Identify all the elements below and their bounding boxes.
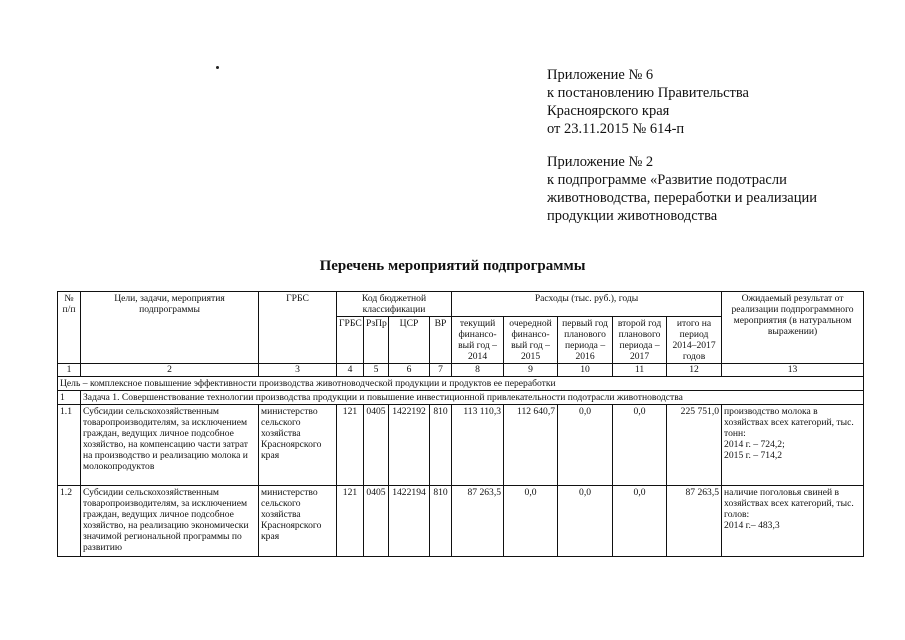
- column-number-row: [58, 364, 864, 377]
- column-number: 4: [337, 364, 364, 377]
- measure-name: Субсидии сельскохозяйственным товаропроизводителям, за исключением граждан, ведущих личное подсобное хозяйство, на компенсацию части затрат на производство и реализацию молока и молокопродуктов: [81, 405, 259, 486]
- column-number: 10: [558, 364, 613, 377]
- header-code-vr: ВР: [430, 317, 452, 364]
- appendix-6-line-3: Красноярского края: [547, 103, 670, 119]
- result-line: 2014 г.– 483,3: [724, 520, 780, 531]
- amount-2017: 0,0: [613, 486, 667, 557]
- header-expected-result: Ожидаемый результат от реализации подпрограммного мероприятия (в натуральном выражении): [722, 292, 864, 364]
- header-year-2016: первый год планового периода – 2016: [558, 317, 613, 364]
- header-year-2015: очередной финансо-вый год – 2015: [504, 317, 558, 364]
- column-number: 1: [58, 364, 81, 377]
- code-grbs: 121: [337, 405, 364, 486]
- row-number: 1.1: [58, 405, 81, 486]
- grbs-name: министерство сельского хозяйства Красноярского края: [259, 405, 337, 486]
- result-line: производство молока в хозяйствах всех категорий, тыс. тонн:: [724, 406, 854, 439]
- appendix-2-line-4: продукции животноводства: [547, 208, 718, 224]
- expected-result: [722, 405, 864, 486]
- grbs-name: министерство сельского хозяйства Красноярского края: [259, 486, 337, 557]
- scan-speck: [216, 66, 219, 69]
- goal-text: Цель – комплексное повышение эффективности производства животноводческой продукции и продуктов ее переработки: [58, 377, 864, 391]
- code-rzpr: 0405: [364, 405, 389, 486]
- header-row-1: [58, 292, 864, 317]
- appendix-2-header: [547, 153, 817, 225]
- amount-2015: 112 640,7: [504, 405, 558, 486]
- amount-total: 225 751,0: [667, 405, 722, 486]
- header-code-rzpr: РзПр: [364, 317, 389, 364]
- measures-table: [57, 291, 864, 557]
- table-row: [58, 405, 864, 486]
- appendix-6-header: [547, 66, 749, 138]
- amount-total: 87 263,5: [667, 486, 722, 557]
- header-expenses: Расходы (тыс. руб.), годы: [452, 292, 722, 317]
- header-goals: Цели, задачи, мероприятия подпрограммы: [81, 292, 259, 364]
- amount-2017: 0,0: [613, 405, 667, 486]
- code-vr: 810: [430, 486, 452, 557]
- code-rzpr: 0405: [364, 486, 389, 557]
- header-total: итого на период 2014–2017 годов: [667, 317, 722, 364]
- amount-2016: 0,0: [558, 405, 613, 486]
- amount-2014: 87 263,5: [452, 486, 504, 557]
- header-code-csr: ЦСР: [389, 317, 430, 364]
- code-grbs: 121: [337, 486, 364, 557]
- result-line: 2015 г. – 714,2: [724, 450, 783, 461]
- amount-2014: 113 110,3: [452, 405, 504, 486]
- header-year-2017: второй год планового периода – 2017: [613, 317, 667, 364]
- column-number: 8: [452, 364, 504, 377]
- header-code-grbs: ГРБС: [337, 317, 364, 364]
- column-number: 7: [430, 364, 452, 377]
- result-line: 2014 г. – 724,2;: [724, 439, 785, 450]
- column-number: 12: [667, 364, 722, 377]
- amount-2016: 0,0: [558, 486, 613, 557]
- appendix-6-line-2: к постановлению Правительства: [547, 85, 749, 101]
- result-line: наличие поголовья свиней в хозяйствах всех категорий, тыс. голов:: [724, 487, 854, 520]
- code-csr: 1422194: [389, 486, 430, 557]
- appendix-6-line-1: Приложение № 6: [547, 67, 654, 83]
- column-number: 11: [613, 364, 667, 377]
- goal-row: [58, 377, 864, 391]
- row-number: 1.2: [58, 486, 81, 557]
- task-text: Задача 1. Совершенствование технологии производства продукции и повышение инвестиционной привлекательности подотрасли животноводства: [81, 391, 864, 405]
- measure-name: Субсидии сельскохозяйственным товаропроизводителям, за исключением граждан, ведущих личное подсобное хозяйство, на реализацию экономически значимой региональной программы по развитию: [81, 486, 259, 557]
- appendix-2-line-3: животноводства, переработки и реализации: [547, 190, 818, 206]
- column-number: 2: [81, 364, 259, 377]
- column-number: 3: [259, 364, 337, 377]
- appendix-2-line-1: Приложение № 2: [547, 154, 654, 170]
- code-csr: 1422192: [389, 405, 430, 486]
- expected-result: [722, 486, 864, 557]
- column-number: 13: [722, 364, 864, 377]
- appendix-6-line-4: от 23.11.2015 № 614-п: [547, 121, 685, 137]
- column-number: 9: [504, 364, 558, 377]
- task-row: [58, 391, 864, 405]
- code-vr: 810: [430, 405, 452, 486]
- amount-2015: 0,0: [504, 486, 558, 557]
- header-budget-code: Код бюджетной классификации: [337, 292, 452, 317]
- column-number: 5: [364, 364, 389, 377]
- header-no: № п/п: [58, 292, 81, 364]
- document-title: Перечень мероприятий подпрограммы: [319, 258, 586, 274]
- appendix-2-line-2: к подпрограмме «Развитие подотрасли: [547, 172, 787, 188]
- column-number: 6: [389, 364, 430, 377]
- header-year-2014: текущий финансо-вый год – 2014: [452, 317, 504, 364]
- header-grbs: ГРБС: [259, 292, 337, 364]
- task-number: 1: [58, 391, 81, 405]
- table-row: [58, 486, 864, 557]
